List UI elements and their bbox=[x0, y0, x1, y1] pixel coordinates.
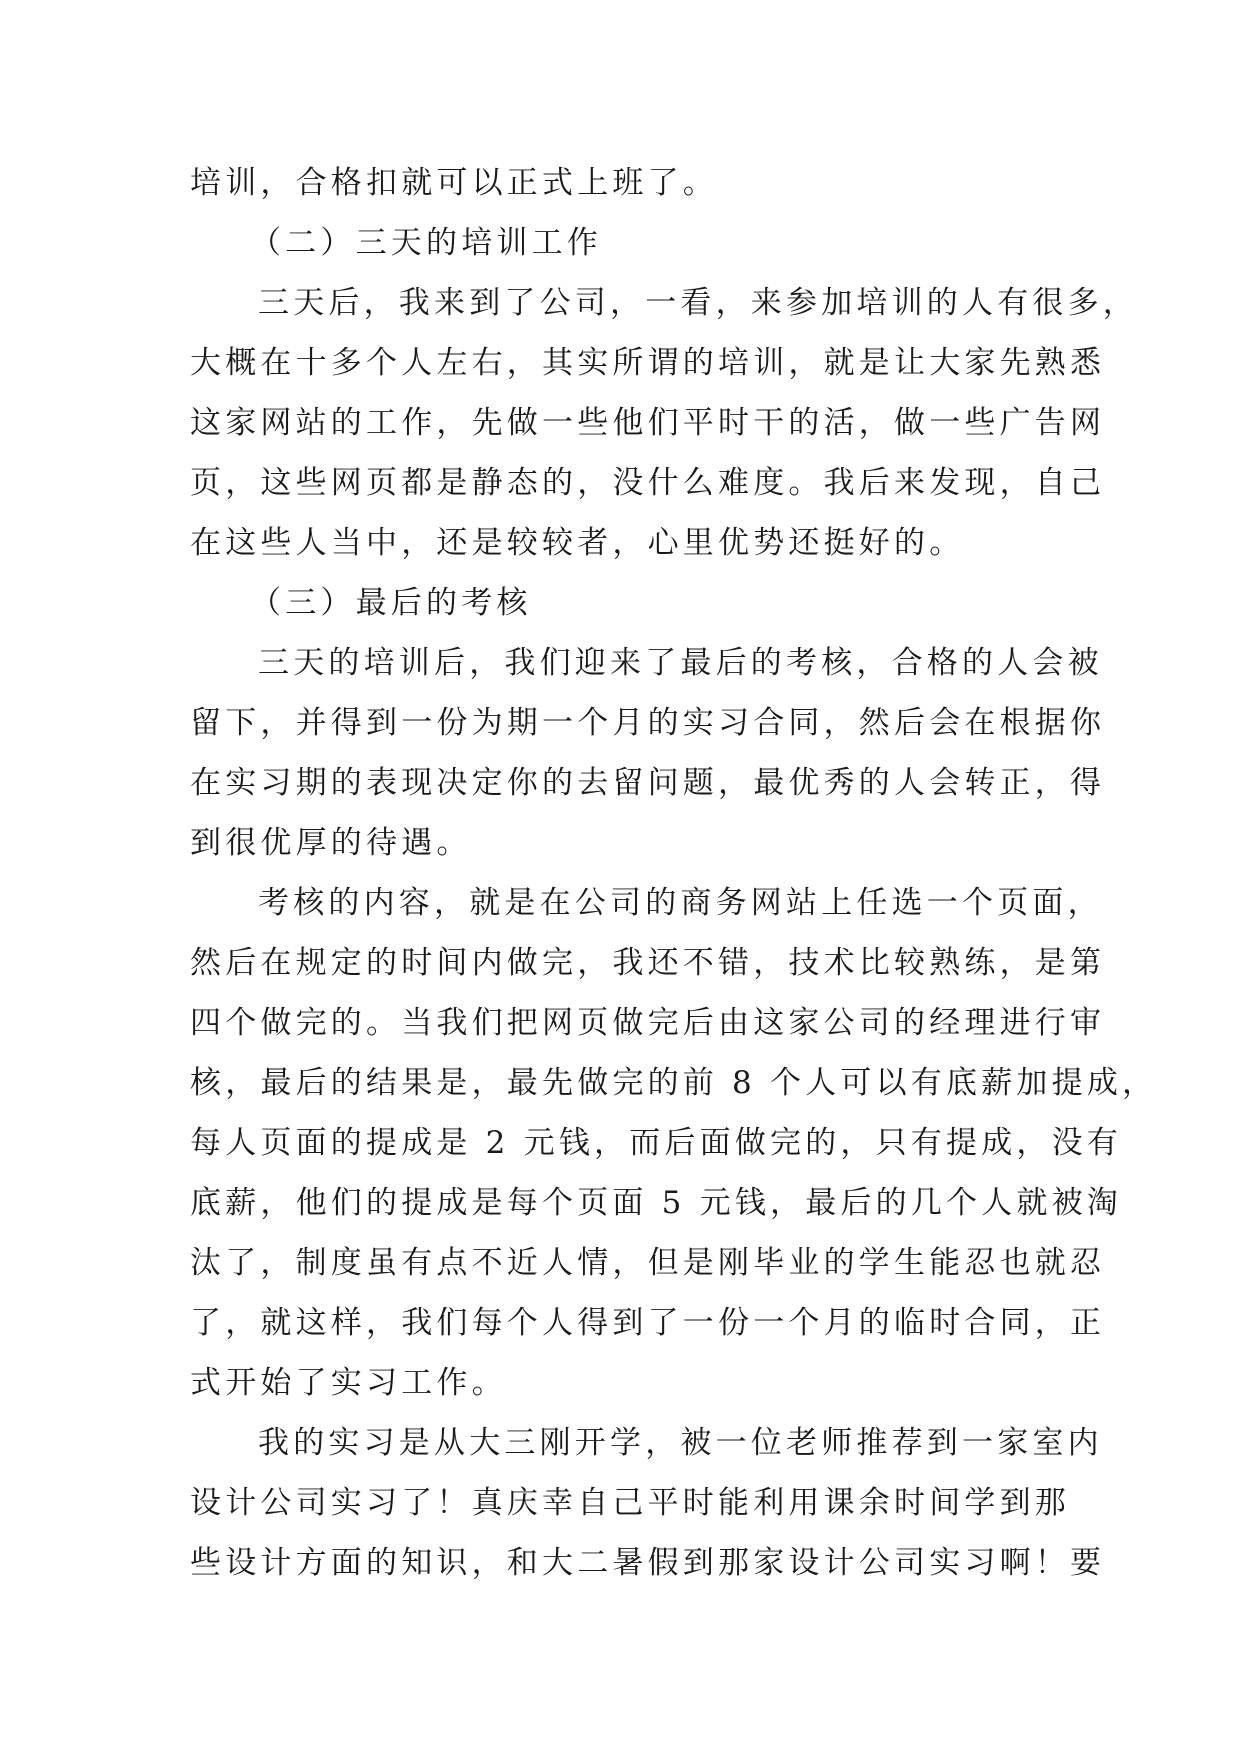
text-line: 核，最后的结果是，最先做完的前 8 个人可以有底薪加提成， bbox=[190, 1065, 1158, 1101]
text-line: 底薪，他们的提成是每个页面 5 元钱，最后的几个人就被淘 bbox=[190, 1185, 1123, 1221]
text-line: 页，这些网页都是静态的，没什么难度。我后来发现，自己 bbox=[190, 465, 1106, 501]
text-line: 汰了，制度虽有点不近人情，但是刚毕业的学生能忍也就忍 bbox=[190, 1245, 1106, 1281]
text-line: 这家网站的工作，先做一些他们平时干的活，做一些广告网 bbox=[190, 405, 1106, 441]
text-line: 每人页面的提成是 2 元钱，而后面做完的，只有提成，没有 bbox=[190, 1125, 1123, 1161]
text-line: 培训，合格扣就可以正式上班了。 bbox=[190, 165, 718, 201]
text-line: 大概在十多个人左右，其实所谓的培训，就是让大家先熟悉 bbox=[190, 345, 1106, 381]
text-line: 在这些人当中，还是较较者，心里优势还挺好的。 bbox=[190, 525, 965, 561]
section-heading: （二）三天的培训工作 bbox=[250, 225, 602, 261]
text-line: 到很优厚的待遇。 bbox=[190, 825, 472, 861]
text-line: 三天的培训后，我们迎来了最后的考核，合格的人会被 bbox=[258, 645, 1103, 681]
text-line: 留下，并得到一份为期一个月的实习合同，然后会在根据你 bbox=[190, 705, 1106, 741]
text-line: 然后在规定的时间内做完，我还不错，技术比较熟练，是第 bbox=[190, 945, 1106, 981]
section-heading: （三）最后的考核 bbox=[250, 585, 532, 621]
text-line: 我的实习是从大三刚开学，被一位老师推荐到一家室内 bbox=[258, 1425, 1103, 1461]
text-line: 三天后，我来到了公司，一看，来参加培训的人有很多， bbox=[258, 285, 1138, 321]
text-line: 了，就这样，我们每个人得到了一份一个月的临时合同，正 bbox=[190, 1305, 1106, 1341]
text-line: 些设计方面的知识，和大二暑假到那家设计公司实习啊！要 bbox=[190, 1545, 1106, 1581]
text-line: 式开始了实习工作。 bbox=[190, 1365, 507, 1401]
text-line: 在实习期的表现决定你的去留问题，最优秀的人会转正，得 bbox=[190, 765, 1106, 801]
text-line: 设计公司实习了！真庆幸自己平时能利用课余时间学到那 bbox=[190, 1485, 1070, 1521]
text-line: 四个做完的。当我们把网页做完后由这家公司的经理进行审 bbox=[190, 1005, 1106, 1041]
text-line: 考核的内容，就是在公司的商务网站上任选一个页面， bbox=[258, 885, 1103, 921]
